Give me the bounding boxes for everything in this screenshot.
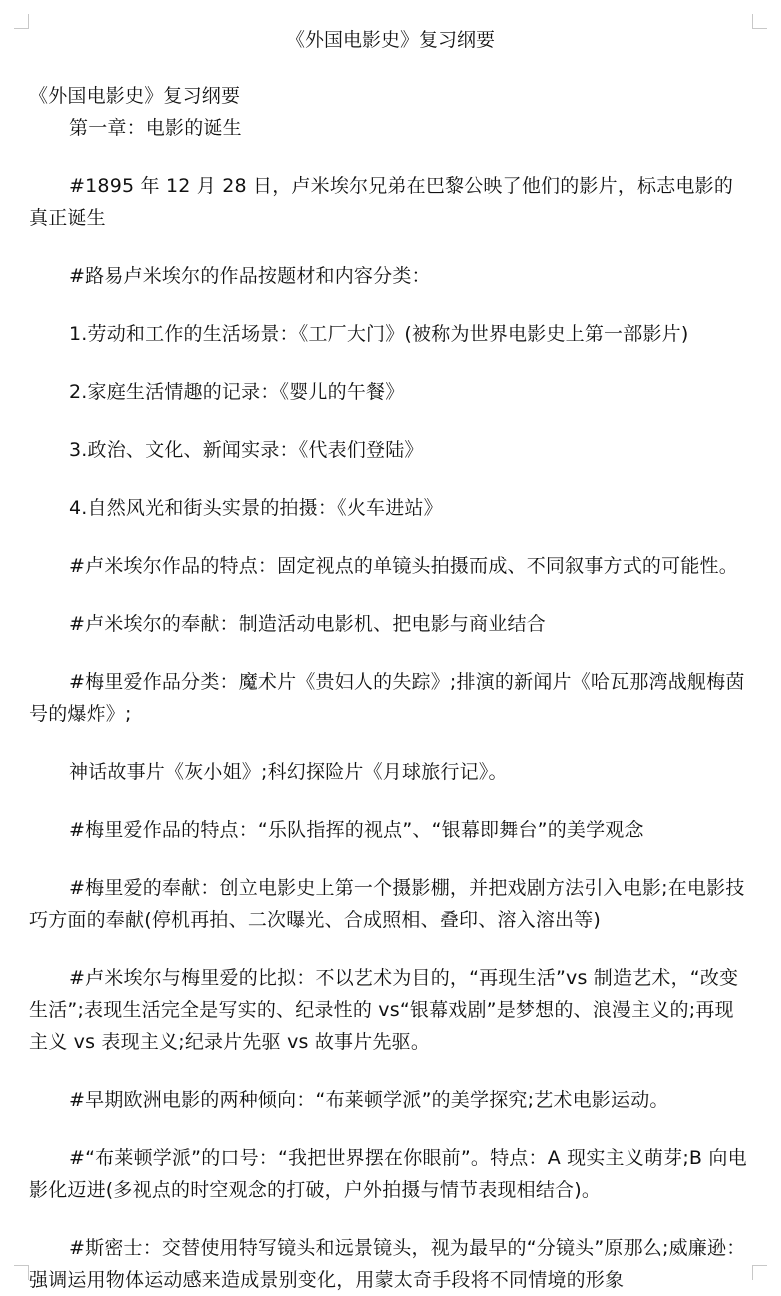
paragraph: #卢米埃尔的奉献：制造活动电影机、把电影与商业结合 (69, 613, 546, 635)
paragraph: #梅里爱作品的特点：“乐队指挥的视点”、“银幕即舞台”的美学观念 (69, 819, 644, 841)
paragraph: #卢米埃尔与梅里爱的比拟：不以艺术为目的，“再现生活”vs 制造艺术，“改变生活”;表现生活完全是写实的、纪录性的 vs“银幕戏剧”是梦想的、浪漫主义的;再现主义 vs 表现主义;纪录片先驱 vs 故事片先驱。 (29, 967, 739, 1053)
paragraph: #卢米埃尔作品的特点：固定视点的单镜头拍摄而成、不同叙事方式的可能性。 (69, 555, 738, 577)
page-title: 《外国电影史》复习纲要 (285, 29, 495, 51)
list-item: 4.自然风光和街头实景的拍摄：《火车进站》 (69, 497, 443, 519)
list-item: 3.政治、文化、新闻实录：《代表们登陆》 (69, 439, 424, 461)
page-corner-mark (14, 1265, 29, 1280)
paragraph: #梅里爱的奉献：创立电影史上第一个摄影棚，并把戏剧方法引入电影;在电影技巧方面的奉献(停机再拍、二次曝光、合成照相、叠印、溶入溶出等) (29, 877, 745, 931)
list-item: 1.劳动和工作的生活场景：《工厂大门》(被称为世界电影史上第一部影片) (69, 323, 689, 345)
paragraph: #早期欧洲电影的两种倾向：“布莱顿学派”的美学探究;艺术电影运动。 (69, 1089, 669, 1111)
paragraph: 神话故事片《灰小姐》;科幻探险片《月球旅行记》。 (69, 761, 508, 783)
chapter-heading: 第一章：电影的诞生 (69, 117, 242, 139)
list-item: 2.家庭生活情趣的记录：《婴儿的午餐》 (69, 381, 405, 403)
paragraph: #斯密士：交替使用特写镜头和远景镜头，视为最早的“分镜头”原那么;威廉逊：强调运用物体运动感来造成景别变化，用蒙太奇手段将不同情境的形象 (29, 1237, 746, 1291)
page-corner-mark (752, 1265, 767, 1280)
document-body (29, 80, 751, 1296)
paragraph: #梅里爱作品分类：魔术片《贵妇人的失踪》;排演的新闻片《哈瓦那湾战舰梅茵号的爆炸》; (29, 671, 745, 725)
paragraph: #路易卢米埃尔的作品按题材和内容分类： (69, 265, 431, 287)
paragraph: #“布莱顿学派”的口号：“我把世界摆在你眼前”。特点：A 现实主义萌芽;B 向电影化迈进(多视点的时空观念的打破，户外拍摄与情节表现相结合)。 (29, 1147, 747, 1201)
document-heading: 《外国电影史》复习纲要 (29, 85, 241, 107)
paragraph: #1895 年 12 月 28 日，卢米埃尔兄弟在巴黎公映了他们的影片，标志电影的真正诞生 (29, 175, 734, 229)
